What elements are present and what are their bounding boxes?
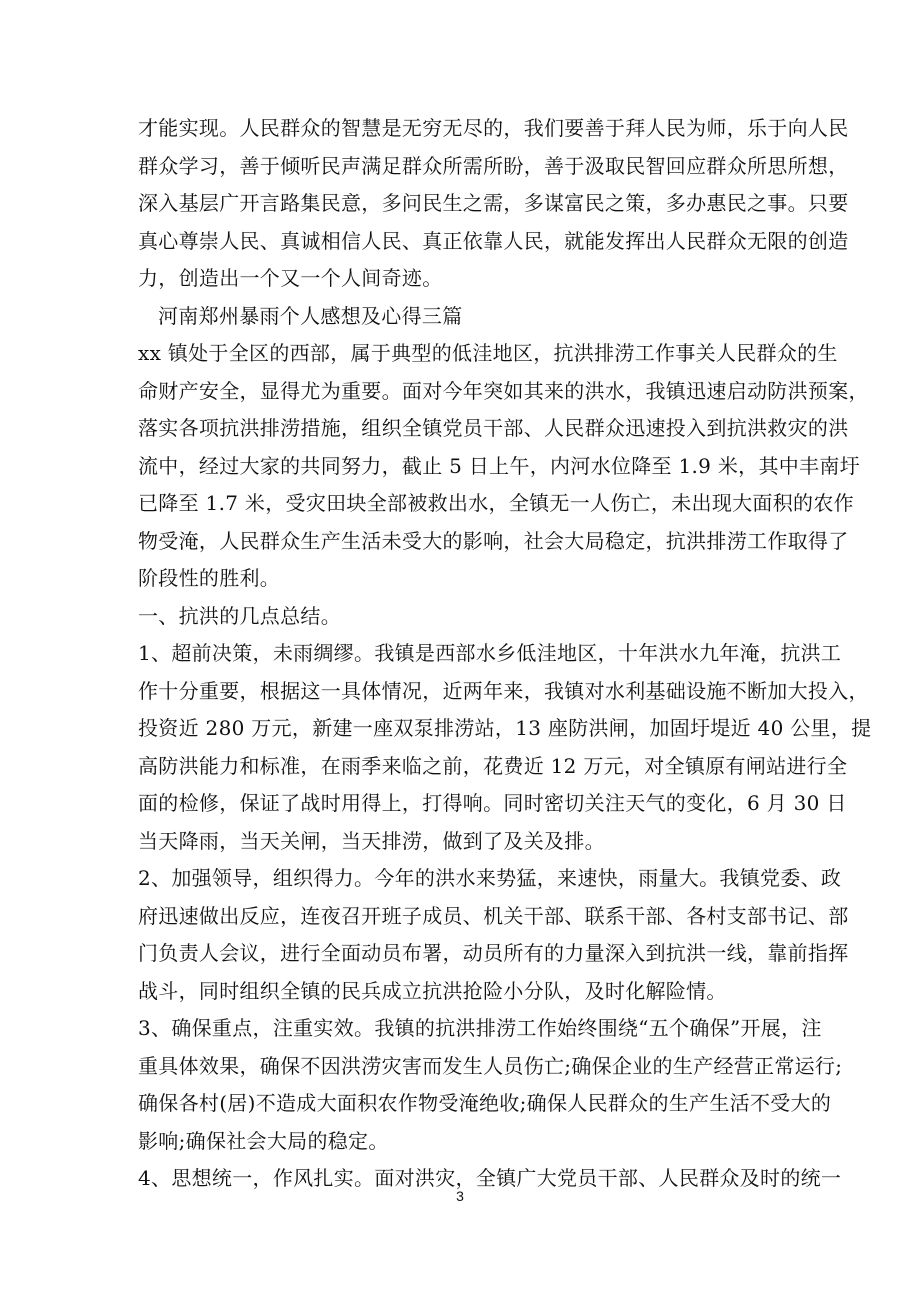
text-line: 物受淹，人民群众生产生活未受大的影响，社会大局稳定，抗洪排涝工作取得了 xyxy=(138,528,849,553)
text-line: 作十分重要，根据这一具体情况，近两年来，我镇对水利基础设施不断加大投入， xyxy=(138,678,869,703)
text-line: 确保各村(居)不造成大面积农作物受淹绝收;确保人民群众的生产生活不受大的 xyxy=(138,1091,832,1115)
document-body xyxy=(138,110,872,1198)
text-line: 落实各项抗洪排涝措施，组织全镇党员干部、人民群众迅速投入到抗洪救灾的洪 xyxy=(138,416,849,440)
text-line: 4、思想统一，作风扎实。面对洪灾，全镇广大党员干部、人民群众及时的统一 xyxy=(138,1166,842,1190)
text-line: 真心尊崇人民、真诚相信人民、真正依靠人民，就能发挥出人民群众无限的创造 xyxy=(138,228,849,253)
paragraph-point-1 xyxy=(138,635,872,860)
text-line: 命财产安全，显得尤为重要。面对今年突如其来的洪水，我镇迅速启动防洪预案， xyxy=(138,378,869,403)
text-line: 重具体效果，确保不因洪涝灾害而发生人员伤亡;确保企业的生产经营正常运行; xyxy=(138,1053,843,1078)
text-line: 流中，经过大家的共同努力，截止 5 日上午，内河水位降至 1.9 米，其中丰南圩 xyxy=(138,453,860,478)
paragraph-intro-end xyxy=(138,110,849,298)
text-line: 门负责人会议，进行全面动员布署，动员所有的力量深入到抗洪一线，靠前指挥 xyxy=(138,941,849,965)
text-line: 战斗，同时组织全镇的民兵成立抗洪抢险小分队，及时化解险情。 xyxy=(138,978,727,1003)
text-line: 府迅速做出反应，连夜召开班子成员、机关干部、联系干部、各村支部书记、部 xyxy=(138,903,849,928)
text-line: 才能实现。人民群众的智慧是无穷无尽的，我们要善于拜人民为师，乐于向人民 xyxy=(138,116,849,140)
text-line: 影响;确保社会大局的稳定。 xyxy=(138,1128,389,1153)
text-line: 高防洪能力和标准，在雨季来临之前，花费近 12 万元，对全镇原有闸站进行全 xyxy=(138,753,848,778)
article-title: 河南郑州暴雨个人感想及心得三篇 xyxy=(158,303,463,328)
text-line: 面的检修，保证了战时用得上，打得响。同时密切关注天气的变化，6 月 30 日 xyxy=(138,791,847,815)
section-heading-summary xyxy=(138,598,788,636)
text-line: 3、确保重点，注重实效。我镇的抗洪排涝工作始终围绕“五个确保”开展，注 xyxy=(138,1016,822,1040)
text-line: 当天降雨，当天关闸，当天排涝，做到了及关及排。 xyxy=(138,828,605,853)
text-line: 投资近 280 万元，新建一座双泵排涝站，13 座防洪闸，加固圩堤近 40 公里，提 xyxy=(138,716,872,740)
text-line: 2、加强领导，组织得力。今年的洪水来势猛，来速快，雨量大。我镇党委、政 xyxy=(138,866,842,890)
text-line: 1、超前决策，未雨绸缪。我镇是西部水乡低洼地区，十年洪水九年淹，抗洪工 xyxy=(138,641,842,665)
section-heading: 一、抗洪的几点总结。 xyxy=(138,603,341,628)
paragraph-town-overview xyxy=(138,335,869,598)
text-line: 已降至 1.7 米，受灾田块全部被救出水，全镇无一人伤亡，未出现大面积的农作 xyxy=(138,491,854,515)
paragraph-point-3 xyxy=(138,1010,843,1160)
paragraph-point-2 xyxy=(138,860,849,1010)
text-line: 力，创造出一个又一个人间奇迹。 xyxy=(138,266,443,290)
text-line: 群众学习，善于倾听民声满足群众所需所盼，善于汲取民智回应群众所思所想， xyxy=(138,153,849,178)
page-number: 3 xyxy=(456,1188,464,1204)
text-line: 阶段性的胜利。 xyxy=(138,566,281,590)
text-line: 深入基层广开言路集民意，多问民生之需，多谋富民之策，多办惠民之事。只要 xyxy=(138,191,849,215)
text-line: xx 镇处于全区的西部，属于典型的低洼地区，抗洪排涝工作事关人民群众的生 xyxy=(138,341,838,365)
paragraph-title xyxy=(138,298,788,336)
